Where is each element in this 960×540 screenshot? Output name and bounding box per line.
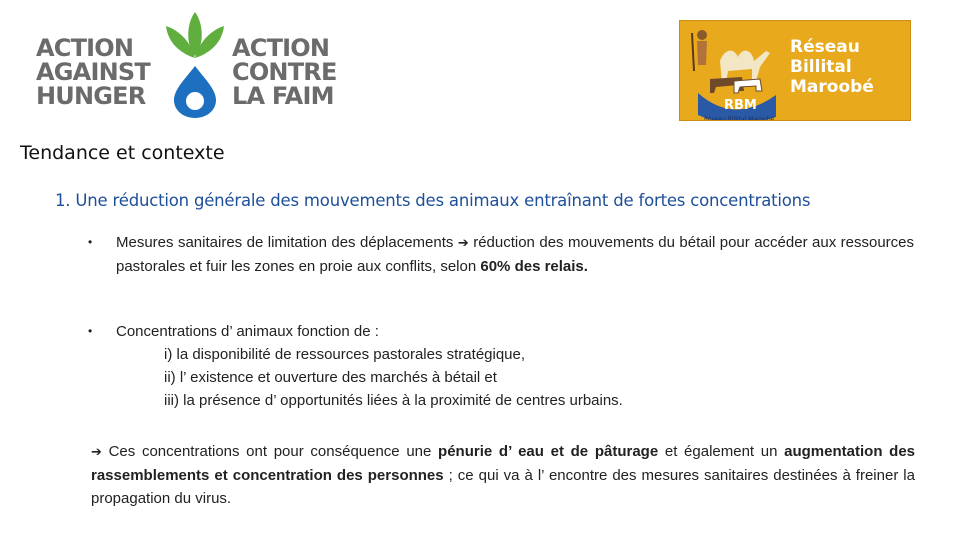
acf-line: LA FAIM [232,82,334,110]
acf-leaf-drop-icon [162,10,228,118]
conclusion-text: ; ce qui va à l’ encontre des mesures sanitaires destinées à freiner la propagation du virus. [91,467,915,507]
acf-line: AGAINST [36,58,150,86]
rbm-herd-emblem-icon [680,21,788,121]
rbm-wordmark [790,37,874,97]
acf-line: ACTION [232,34,330,62]
page-title: Tendance et contexte [20,142,225,164]
bullet-text-part: Mesures sanitaires de limitation des déplacements [116,234,458,251]
arrow-right-icon: ➔ [91,445,102,460]
list-item: ii) l’ existence et ouverture des marchés à bétail et [164,369,497,386]
bullet-text [116,320,623,412]
bullet-intro: Concentrations d’ animaux fonction de : [116,323,379,340]
bullet-text [116,231,914,278]
rbm-badge-arc-text: Réseau Billital Maroobé [704,116,775,122]
acf-logo [36,10,346,115]
conclusion-text: et également un [658,443,785,460]
conclusion-bold: augmentation des rassemblements et concentration des personnes [91,443,916,484]
conclusion-paragraph [91,440,915,510]
bullet-icon: • [88,235,93,249]
bullet-text-bold: 60% des relais. [480,258,588,275]
rbm-line: Réseau [790,37,860,57]
acf-line: ACTION [36,34,134,62]
acf-line: CONTRE [232,58,337,86]
conclusion-text: Ces concentrations ont pour conséquence une [101,443,439,460]
acf-english-wordmark [36,36,150,108]
bullet-icon: • [88,324,93,338]
list-item: i) la disponibilité de ressources pastorales stratégique, [164,346,526,363]
section-heading: 1. Une réduction générale des mouvements des animaux entraînant de fortes concentrations [55,191,811,210]
acf-line: HUNGER [36,82,146,110]
arrow-right-icon: ➔ [457,236,469,251]
rbm-line: Maroobé [790,77,874,97]
rbm-line: Billital [790,57,852,77]
list-item: iii) la présence d’ opportunités liées à la proximité de centres urbains. [164,392,623,409]
acf-french-wordmark [232,36,337,108]
bullet-text-part: réduction des mouvements du bétail pour accéder aux ressources pastorales et fuir les zones en proie aux conflits, selon [116,234,914,275]
conclusion-bold: pénurie d’ eau et de pâturage [438,443,659,460]
rbm-logo [679,20,911,121]
rbm-badge: RBM [724,98,757,113]
